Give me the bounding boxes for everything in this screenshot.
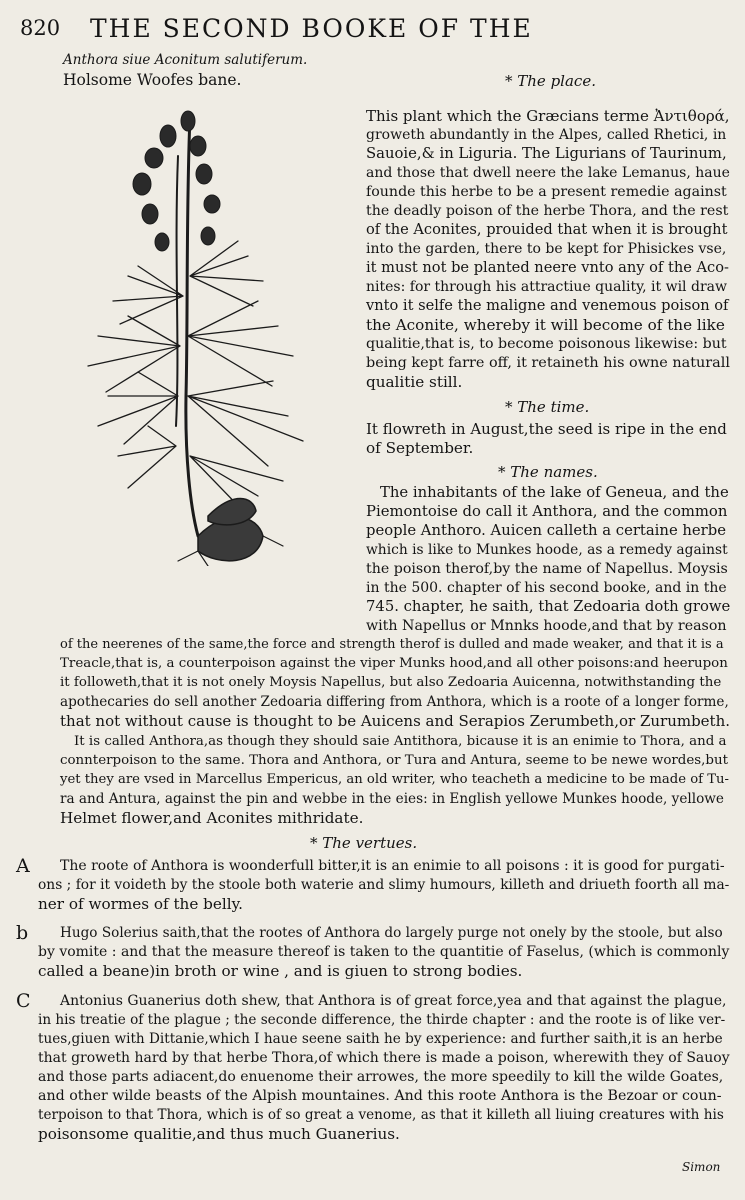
heading-place: * The place. [505, 72, 596, 90]
text-line: It flowreth in August,the seed is ripe in the end [366, 420, 727, 438]
text-line: apothecaries do sell another Zedoaria differing from Anthora, which is a roote of a longer forme, [60, 694, 729, 710]
text-line: it followeth,that it is not onely Moysis Napellus, but also Zedoaria Auicenna, notwithstanding the [60, 675, 722, 690]
text-line: Helmet flower,and Aconites mithridate. [60, 809, 364, 827]
text-line: The inhabitants of the lake of Geneua, and the [380, 484, 729, 501]
text-line: 745. chapter, he saith, that Zedoaria doth growe [366, 598, 731, 615]
text-line: the Aconite, whereby it will become of the like [366, 316, 725, 334]
text-line: which is like to Munkes hoode, as a remedy against [366, 542, 728, 558]
text-line: of the neerenes of the same,the force and strength therof is dulled and made weaker, and that it is a [60, 637, 724, 652]
text-line: of September. [366, 439, 474, 457]
text-line: tues,giuen with Dittanie,which I haue seene saith he by experience: and further saith,it is an herbe [38, 1031, 723, 1047]
text-line: that groweth hard by that herbe Thora,of which there is made a poison, wherewith they of Sauoy [38, 1050, 730, 1066]
text-line: terpoison to that Thora, which is of so great a venome, as that it killeth all liuing creatures with his [38, 1107, 724, 1123]
heading-vertues: * The vertues. [310, 834, 418, 852]
text-line: called a beane)in broth or wine , and is giuen to strong bodies. [38, 962, 523, 980]
text-line: The roote of Anthora is woonderfull bitter,it is an enimie to all poisons : it is good for purgati- [60, 858, 725, 874]
text-line: It is called Anthora,as though they should saie Antithora, bicause it is an enimie to Thora, and a [74, 734, 727, 749]
text-line: founde this herbe to be a present remedie against [366, 184, 727, 200]
text-line: qualitie still. [366, 373, 463, 391]
page-number: 820 [20, 16, 61, 40]
text-line: and those parts adiacent,do enuenome their arrowes, the more speedily to kill the wilde Goates, [38, 1069, 724, 1085]
paragraph-marker: A [16, 855, 30, 877]
text-line: that not without cause is thought to be Auicens and Serapios Zerumbeth,or Zurumbeth. [60, 712, 731, 730]
catchword: Simon [682, 1160, 721, 1174]
running-title: THE SECOND BOOKE OF THE [90, 14, 533, 43]
text-line: Sauoie,& in Liguria. The Ligurians of Taurinum, [366, 145, 727, 162]
text-line: and those that dwell neere the lake Lemanus, haue [366, 165, 730, 181]
text-line: poisonsome qualitie,and thus much Guanerius. [38, 1125, 400, 1143]
text-line: of the Aconites, prouided that when it is brought [366, 221, 728, 238]
text-line: vnto it selfe the maligne and venemous poison of [366, 297, 729, 314]
text-line: and other wilde beasts of the Alpish mountaines. And this roote Anthora is the Bezoar or coun- [38, 1088, 722, 1104]
text-line: the poison therof,by the name of Napellus. Moysis [366, 561, 728, 577]
text-line: being kept farre off, it retaineth his owne naturall [366, 355, 730, 371]
text-line: connterpoison to the same. Thora and Anthora, or Tura and Antura, seeme to be newe wordes,but [60, 753, 728, 768]
heading-names: * The names. [498, 463, 598, 481]
plant-english-name: Holsome Woofes bane. [63, 71, 242, 89]
text-line: yet they are vsed in Marcellus Empericus, an old writer, who teacheth a medicine to be made of Tu- [60, 772, 729, 787]
plant-woodcut-illustration [58, 96, 328, 566]
text-line: groweth abundantly in the Alpes, called Rhetici, in [366, 127, 727, 143]
heading-time: * The time. [505, 398, 590, 416]
text-line: in the 500. chapter of his second booke, and in the [366, 580, 727, 596]
plant-latin-name: Anthora siue Aconitum salutiferum. [63, 52, 308, 68]
text-line: Hugo Solerius saith,that the rootes of Anthora do largely purge not onely by the stoole, but also [60, 925, 723, 941]
text-line: Piemontoise do call it Anthora, and the common [366, 503, 728, 520]
text-line: qualitie,that is, to become poisonous likewise: but [366, 336, 727, 352]
text-line: by vomite : and that the measure thereof is taken to the quantitie of Faselus, (which is commonly [38, 944, 730, 960]
text-line: ons ; for it voideth by the stoole both waterie and slimy humours, killeth and driueth foorth all ma- [38, 877, 730, 893]
text-line: ner of wormes of the belly. [38, 895, 243, 913]
text-line: nites: for through his attractiue quality, it wil draw [366, 279, 727, 295]
text-line: in his treatie of the plague ; the seconde difference, the thirde chapter : and the roote is of like ver- [38, 1012, 726, 1028]
text-line: Antonius Guanerius doth shew, that Anthora is of great force,yea and that against the plague, [60, 993, 727, 1009]
text-line: the deadly poison of the herbe Thora, and the rest [366, 203, 729, 219]
text-line: with Napellus or Mnnks hoode,and that by reason [366, 618, 727, 634]
text-line: ra and Antura, against the pin and webbe in the eies: in English yellowe Munkes hoode, yellowe [60, 791, 724, 807]
text-line: This plant which the Græcians terme Ἀντιθορά, [366, 107, 730, 125]
paragraph-marker: C [16, 990, 31, 1012]
paragraph-marker: b [16, 922, 29, 944]
text-line: Treacle,that is, a counterpoison against the viper Munks hood,and all other poisons:and heerupon [60, 656, 728, 671]
text-line: people Anthoro. Auicen calleth a certaine herbe [366, 522, 726, 539]
text-line: into the garden, there to be kept for Phisickes vse, [366, 241, 727, 257]
text-line: it must not be planted neere vnto any of the Aco- [366, 259, 729, 276]
